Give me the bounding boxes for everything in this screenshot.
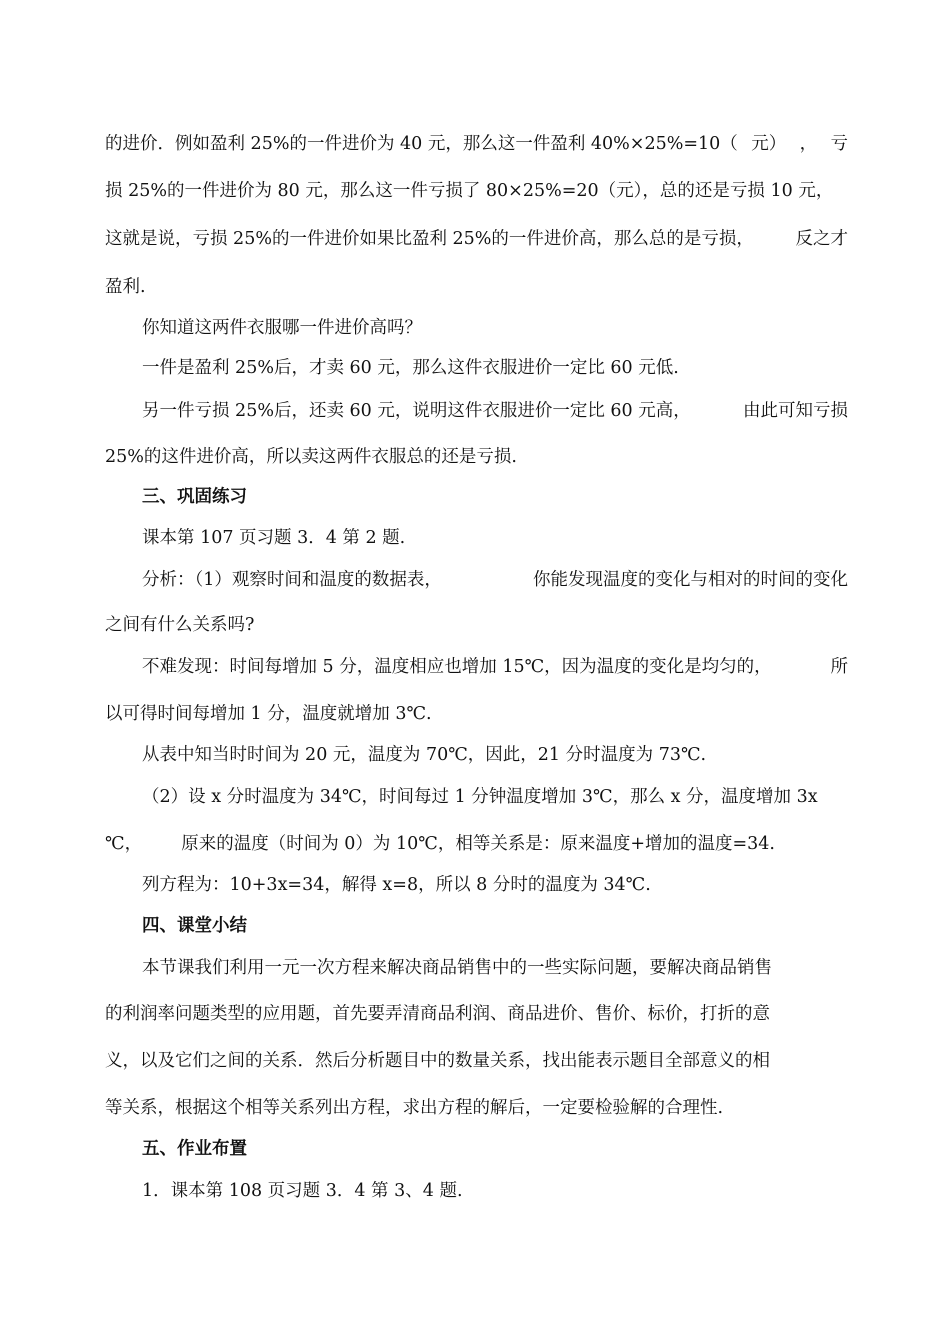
paragraph-line: 盈利. [105,277,146,297]
paragraph-line [105,231,848,249]
section-heading: 三、巩固练习 [142,487,247,507]
question-line: 你知道这两件衣服哪一件进价高吗？ [142,318,422,338]
text-segment: 另一件亏损 25%后，还卖 60 元，说明这件衣服进价一定比 60 元高， [142,401,691,421]
paragraph-line [105,136,848,154]
finding-line [142,659,848,677]
text-segment: 亏 [830,134,848,154]
text-segment: 原来的温度（时间为 0）为 10℃，相等关系是：原来温度+增加的温度=34. [181,834,775,854]
text-segment: ， [799,134,818,154]
text-segment: 元） [751,134,787,154]
equation-line: 列方程为：10+3x=34，解得 x=8，所以 8 分时的温度为 34℃. [142,875,651,895]
section-heading: 四、课堂小结 [142,916,247,936]
analysis-line: 之间有什么关系吗? [105,615,255,635]
summary-line: 本节课我们利用一元一次方程来解决商品销售中的一些实际问题，要解决商品销售 [142,958,772,978]
text-segment: 由此可知亏损 [743,401,848,421]
summary-line: 的利润率问题类型的应用题，首先要弄清商品利润、商品进价、售价、标价，打折的意 [105,1004,770,1024]
text-segment: 分析：（1）观察时间和温度的数据表， [142,570,442,590]
homework-item: 1．课本第 108 页习题 3．4 第 3、4 题. [142,1181,463,1201]
part2-line [105,836,775,854]
summary-line: 等关系，根据这个相等关系列出方程，求出方程的解后，一定要检验解的合理性. [105,1098,724,1118]
text-segment: ℃， [105,834,143,854]
text-segment: 这就是说，亏损 25%的一件进价如果比盈利 25%的一件进价高，那么总的是亏损， [105,229,754,249]
exercise-line: 课本第 107 页习题 3．4 第 2 题. [142,528,406,548]
table-line: 从表中知当时时间为 20 元，温度为 70℃，因此，21 分时温度为 73℃. [142,745,707,765]
finding-line: 以可得时间每增加 1 分，温度就增加 3℃. [105,704,432,724]
answer-line: 25%的这件进价高，所以卖这两件衣服总的还是亏损. [105,447,517,467]
paragraph-line: 损 25%的一件进价为 80 元，那么这一件亏损了 80×25%=20（元），总的还是亏损 10 元， [105,181,834,201]
text-segment: 你能发现温度的变化与相对的时间的变化 [533,570,848,590]
text-segment: 所 [830,657,848,677]
section-heading: 五、作业布置 [142,1139,247,1159]
answer-line: 一件是盈利 25%后，才卖 60 元，那么这件衣服进价一定比 60 元低. [142,358,679,378]
summary-line: 义，以及它们之间的关系．然后分析题目中的数量关系，找出能表示题目全部意义的相 [105,1051,770,1071]
text-segment: 的进价．例如盈利 25%的一件进价为 40 元，那么这一件盈利 40%×25%=10（ [105,134,738,154]
analysis-line [142,572,848,590]
text-segment: 反之才 [795,229,848,249]
answer-line [142,403,848,421]
part2-line: （2）设 x 分时温度为 34℃，时间每过 1 分钟温度增加 3℃，那么 x 分，温度增加 3x [142,787,818,807]
text-segment: 不难发现：时间每增加 5 分，温度相应也增加 15℃，因为温度的变化是均匀的， [142,657,772,677]
